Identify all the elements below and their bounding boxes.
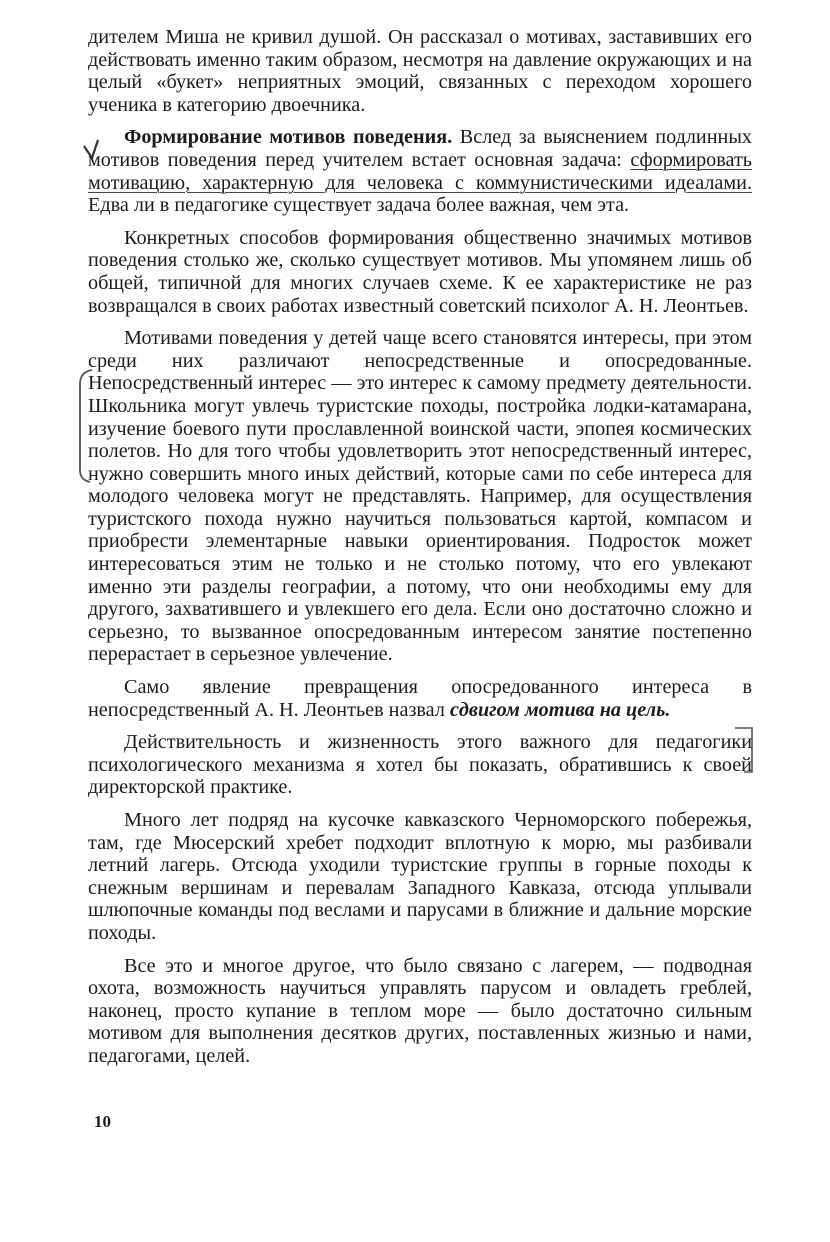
paragraph-continuation: дителем Миша не кривил душой. Он рассказал о мотивах, заставивших его действовать именно таким образом, несмотря на давление окружающих и на целый «букет» неприятных эмоций, связанных с переходом хорошего ученика в категорию двоечника. — [88, 26, 752, 116]
paragraph-all-this: Все это и многое другое, что было связано с лагерем, — подводная охота, возможность научиться управлять парусом и овладеть греблей, наконец, просто купание в теплом море — было достаточно сильным мотивом для выполнения десятков других, поставленных жизнью и нами, педагогами, целей. — [88, 954, 752, 1067]
shift-text-start: Само явление превращения опосредованного интереса в непосредственный А. Н. Леонтьев назвал — [88, 676, 752, 721]
section-text-end: Едва ли в педагогике существует задача более важная, чем эта. — [88, 194, 630, 217]
paragraph-concrete-methods: Конкретных способов формирования общественно значимых мотивов поведения столько же, сколько существует мотивов. Мы упомянем лишь об общей, типичной для многих случаев схеме. К ее характеристике не раз возвращался в своих работах известный советский психолог А. Н. Леонтьев. — [88, 226, 752, 317]
paragraph-reality: Действительность и жизненность этого важного для педагогики психологического механизма я хотел бы показать, обратившись к своей директорской практике. — [88, 731, 752, 799]
section-text-start: Вслед за выяснением подлинных мотивов поведения перед учителем встает основная задача: — [88, 126, 752, 171]
paragraph-motives-interests: Мотивами поведения у детей чаще всего становятся интересы, при этом среди них различают непосредственные и опосредованные. Непосредственный интерес — это интерес к самому предмету деятельности. Школьника могут увлечь туристские походы, постройка лодки-катамарана, изучение боевого пути прославленной воинской части, эпопея космических полетов. Но для того чтобы удовлетворить этот непосредственный интерес, нужно совершить много иных действий, которые сами по себе интереса для молодого человека могут не представлять. Например, для осуществления туристского похода нужно научиться пользоваться картой, компасом и приобрести элементарные навыки ориентирования. Подросток может интересоваться этим не только и не столько потому, что его увлекают именно эти разделы географии, а потому, что они необходимы ему для другого, захватившего и увлекшего его дела. Если оно достаточно сложно и серьезно, то вызванное опосредованным интересом занятие постепенно перерастает в серьезное увлечение. — [88, 327, 752, 666]
paragraph-many-years: Много лет подряд на кусочке кавказского Черноморского побережья, там, где Мюсерский хребет подходит вплотную к морю, мы разбивали летний лагерь. Отсюда уходили туристские группы в горные походы к снежным вершинам и перевалам Западного Кавказа, отсюда уплывали шлюпочные команды под веслами и парусами в ближние и дальние морские походы. — [88, 809, 752, 944]
shift-term: сдвигом мотива на цель. — [449, 698, 671, 721]
text-column — [88, 26, 752, 1068]
section-underlined-text: сформировать мотивацию, характерную для человека с коммунистическими идеалами. — [88, 148, 752, 194]
section-heading: Формирование мотивов поведения. — [124, 126, 453, 149]
paragraph-motive-shift — [88, 676, 752, 721]
page-number: 10 — [94, 1112, 111, 1131]
paragraph-section-motives — [88, 126, 752, 216]
